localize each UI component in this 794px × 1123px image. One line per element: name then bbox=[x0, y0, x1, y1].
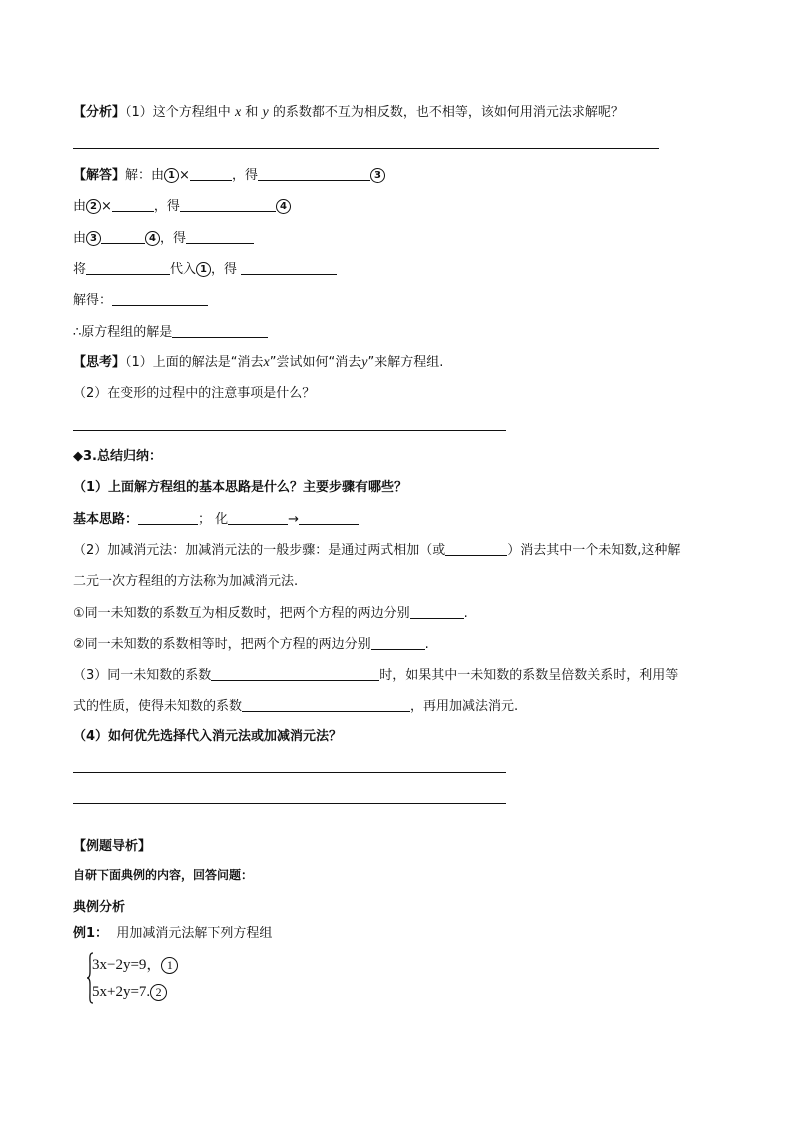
summary-q1: （1）上面解方程组的基本思路是什么？主要步骤有哪些？ bbox=[73, 480, 408, 495]
analysis-text-c: 的系数都不互为相反数，也不相等，该如何用消元法求解呢？ bbox=[272, 105, 624, 120]
fill-blank[interactable] bbox=[112, 291, 208, 306]
circled-number-2: 2 bbox=[86, 199, 101, 214]
summary-text: ②同一未知数的系数相等时，把两个方程的两边分别 bbox=[73, 637, 371, 652]
fill-blank[interactable] bbox=[228, 510, 288, 525]
summary-text: 基本思路： bbox=[73, 512, 139, 527]
fill-blank[interactable] bbox=[241, 260, 337, 275]
summary-q2-line-1 bbox=[73, 541, 680, 560]
equation-1-text: 3x−2y=9， bbox=[92, 957, 162, 973]
summary-text: . bbox=[424, 637, 429, 652]
equation-2 bbox=[92, 983, 167, 1001]
example-instruction: 自研下面典例的内容，回答问题： bbox=[73, 868, 254, 882]
solution-line-1 bbox=[73, 166, 385, 185]
equation-1 bbox=[92, 956, 178, 974]
solution-text: 解得： bbox=[73, 293, 113, 308]
example-1-label: 例1： bbox=[73, 926, 109, 941]
summary-q3-line-1 bbox=[73, 666, 678, 685]
think-var-y: y bbox=[361, 355, 368, 370]
solution-text: ，得 bbox=[231, 168, 258, 183]
circled-number-4: 4 bbox=[145, 231, 160, 246]
answer-rule bbox=[73, 772, 506, 773]
fill-blank[interactable] bbox=[299, 510, 359, 525]
think-line-2: （2）在变形的过程中的注意事项是什么？ bbox=[73, 386, 316, 401]
example-label: 【例题导析】 bbox=[73, 839, 152, 854]
fill-blank[interactable] bbox=[211, 666, 379, 681]
think-text: ”尝试如何“消去 bbox=[269, 355, 362, 370]
example-heading: 典例分析 bbox=[73, 900, 126, 915]
answer-rule bbox=[73, 803, 506, 804]
fill-blank[interactable] bbox=[138, 510, 198, 525]
summary-text: ①同一未知数的系数互为相反数时，把两个方程的两边分别 bbox=[73, 606, 410, 621]
fill-blank[interactable] bbox=[371, 635, 425, 650]
solution-text: 由 bbox=[73, 231, 87, 246]
think-text: （1）上面的解法是“消去 bbox=[125, 355, 264, 370]
solution-text: ∴原方程组的解是 bbox=[73, 325, 173, 340]
fill-blank[interactable] bbox=[172, 323, 268, 338]
fill-blank[interactable] bbox=[101, 229, 145, 244]
summary-text: . bbox=[463, 606, 468, 621]
solution-text: ，得 bbox=[153, 199, 180, 214]
summary-step-1 bbox=[73, 604, 468, 623]
solution-line-4 bbox=[73, 260, 337, 279]
solution-label: 【解答】 bbox=[73, 168, 126, 183]
summary-text: （2）加减消元法：加减消元法的一般步骤：是通过两式相加（或 bbox=[73, 543, 446, 558]
answer-rule bbox=[73, 430, 506, 431]
answer-rule bbox=[73, 148, 659, 149]
analysis-label: 【分析】 bbox=[73, 105, 126, 120]
solution-text: ，得 bbox=[160, 231, 187, 246]
think-line-1 bbox=[73, 354, 443, 372]
summary-text: 式的性质，使得未知数的系数 bbox=[73, 699, 243, 714]
think-var-x: x bbox=[263, 355, 270, 370]
summary-basic-line bbox=[73, 510, 359, 529]
times-sign: × bbox=[101, 199, 112, 214]
circled-number-1: 1 bbox=[196, 262, 211, 277]
fill-blank[interactable] bbox=[190, 166, 232, 181]
times-sign: × bbox=[179, 168, 190, 183]
equation-2-mark: 2 bbox=[150, 984, 167, 1001]
solution-text: 将 bbox=[73, 262, 87, 277]
summary-q2-line-2: 二元一次方程组的方法称为加减消元法. bbox=[73, 574, 299, 589]
fill-blank[interactable] bbox=[242, 697, 410, 712]
equation-2-text: 5x+2y=7. bbox=[92, 984, 151, 1000]
summary-step-2 bbox=[73, 635, 429, 654]
solution-text: 解：由 bbox=[125, 168, 165, 183]
solution-line-6 bbox=[73, 323, 268, 342]
fill-blank[interactable] bbox=[112, 197, 154, 212]
circled-number-3: 3 bbox=[86, 231, 101, 246]
summary-text: ）消去其中一个未知数,这种解 bbox=[507, 543, 681, 558]
fill-blank[interactable] bbox=[258, 166, 370, 181]
circled-number-4: 4 bbox=[276, 199, 291, 214]
fill-blank[interactable] bbox=[86, 260, 170, 275]
fill-blank[interactable] bbox=[180, 197, 276, 212]
summary-text: ； 化 bbox=[198, 512, 229, 527]
fill-blank[interactable] bbox=[186, 229, 254, 244]
solution-line-3 bbox=[73, 229, 254, 248]
solution-text: ，得 bbox=[211, 262, 238, 277]
summary-text: ，再用加减法消元. bbox=[410, 699, 519, 714]
solution-text: 由 bbox=[73, 199, 87, 214]
circled-number-3: 3 bbox=[370, 168, 385, 183]
solution-line-2 bbox=[73, 197, 291, 216]
fill-blank[interactable] bbox=[410, 604, 464, 619]
summary-q4: （4）如何优先选择代入消元法或加减消元法？ bbox=[73, 729, 343, 744]
summary-text: （3）同一未知数的系数 bbox=[73, 668, 212, 683]
think-label: 【思考】 bbox=[73, 355, 126, 370]
analysis-var-y: y bbox=[262, 105, 269, 120]
example-1-text: 用加减消元法解下列方程组 bbox=[116, 926, 273, 941]
fill-blank[interactable] bbox=[445, 541, 507, 556]
arrow-icon: → bbox=[288, 512, 300, 527]
solution-text: 代入 bbox=[170, 262, 197, 277]
analysis-text-b: 和 bbox=[245, 105, 259, 120]
analysis-text-a: （1）这个方程组中 bbox=[125, 105, 231, 120]
circled-number-1: 1 bbox=[164, 168, 179, 183]
analysis-var-x: x bbox=[234, 105, 242, 120]
solution-line-5 bbox=[73, 291, 208, 310]
summary-title: ◆3.总结归纳： bbox=[73, 449, 162, 464]
analysis-line bbox=[73, 104, 624, 122]
equation-1-mark: 1 bbox=[161, 957, 178, 974]
example-1-line bbox=[73, 925, 272, 943]
think-text: ”来解方程组. bbox=[367, 355, 444, 370]
summary-text: 时，如果其中一未知数的系数呈倍数关系时，利用等 bbox=[379, 668, 679, 683]
summary-q3-line-2 bbox=[73, 697, 518, 716]
